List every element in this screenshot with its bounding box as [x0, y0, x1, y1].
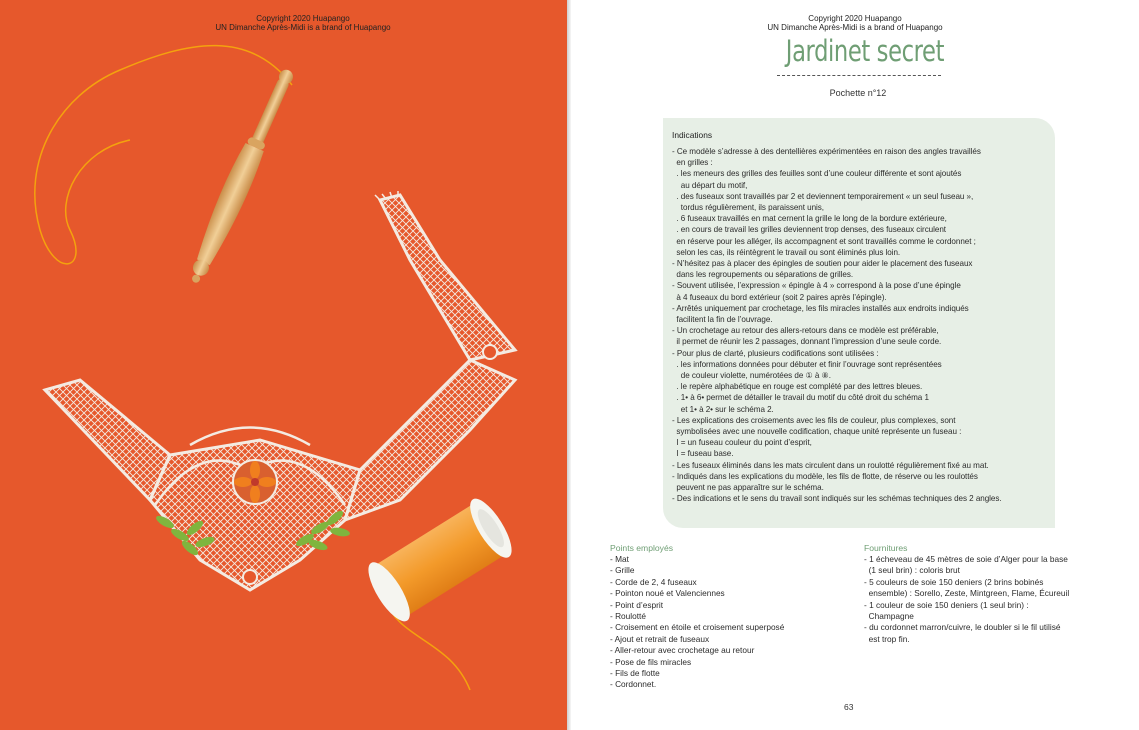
indication-line: - Ce modèle s’adresse à des dentellières expérimentées en raison des angles travaillés: [672, 147, 981, 156]
indication-line: il permet de réunir les 2 passages, donnant l’impression d’une seule corde.: [672, 337, 942, 347]
indication-line: et 1• à 2• sur le schéma 2.: [672, 404, 774, 414]
indication-line: . des fuseaux sont travaillés par 2 et deviennent temporairement « un seul fuseau »,: [672, 191, 974, 201]
points-employes: [610, 543, 850, 691]
points-item: - Ajout et retrait de fuseaux: [610, 633, 710, 644]
indication-line: selon les cas, ils réintègrent le travail ou sont éliminés plus loin.: [672, 247, 901, 257]
photo-page: [0, 0, 567, 730]
fournitures-item: - 1 couleur de soie 150 deniers (1 seul brin) :: [864, 599, 1029, 610]
points-heading: Points employés: [610, 543, 674, 553]
bobbin-icon: [183, 65, 300, 287]
indication-line: - Des indications et le sens du travail sont indiqués sur les schémas techniques des 2 angles.: [672, 494, 1002, 504]
indication-line: . 6 fuseaux travaillés en mat cernent la grille le long de la bordure extérieure,: [672, 214, 947, 224]
indication-line: . 1• à 6• permet de détailler le travail du motif du côté droit du schéma 1: [672, 393, 929, 403]
fournitures-heading: Fournitures: [864, 543, 908, 553]
fournitures-list: [864, 554, 1104, 645]
fournitures-item: - 5 couleurs de soie 150 deniers (2 brins bobinés: [864, 576, 1044, 587]
thread-spool-icon: [361, 493, 519, 690]
indication-line: . le repère alphabétique en rouge est complété par des lettres bleues.: [672, 382, 923, 392]
copyright-notice-right: Copyright 2020 Huapango UN Dimanche Après-Midi is a brand of Huapango: [767, 14, 943, 32]
points-item: - Croisement en étoile et croisement superposé: [610, 622, 785, 633]
fournitures-item: Champagne: [864, 611, 914, 622]
points-item: - Corde de 2, 4 fuseaux: [610, 576, 697, 587]
fournitures-item: ensemble) : Sorello, Zeste, Mintgreen, Flame, Écureuil: [864, 588, 1070, 599]
fournitures-item: - 1 écheveau de 45 mètres de soie d’Alger pour la base: [864, 554, 1068, 564]
fournitures: [864, 543, 1104, 645]
points-item: - Fils de flotte: [610, 668, 660, 679]
indication-line: tordus régulièrement, ils paraissent unis,: [672, 203, 825, 213]
indication-line: . les informations données pour débuter et finir l’ouvrage sont représentées: [672, 359, 942, 369]
points-item: - Cordonnet.: [610, 679, 657, 690]
indication-line: symbolisées avec une nouvelle codification, chaque unité représente un fuseau :: [672, 427, 962, 437]
indication-line: à 4 fuseaux du bord extérieur (soit 2 paires après l’épingle).: [672, 292, 887, 302]
points-item: - Point d’esprit: [610, 599, 664, 610]
indication-line: facilitent la fin de l’ouvrage.: [672, 315, 773, 325]
points-item: - Aller-retour avec crochetage au retour: [610, 645, 755, 656]
indication-line: peuvent ne pas apparaître sur le schéma.: [672, 483, 824, 493]
copyright-notice-left: Copyright 2020 Huapango UN Dimanche Après-Midi is a brand of Huapango: [215, 14, 391, 32]
points-item: - Roulotté: [610, 611, 646, 622]
indication-line: - N’hésitez pas à placer des épingles de soutien pour aider le placement des fuseaux: [672, 259, 973, 269]
points-item: - Pose de fils miracles: [610, 656, 692, 667]
indications-box: [663, 118, 1055, 528]
pochette-label: Pochette n°12: [829, 88, 887, 98]
indication-line: au départ du motif,: [672, 180, 748, 190]
indication-line: - Indiqués dans les explications du modèle, les fils de flotte, de réserve ou les roulottés: [672, 471, 978, 481]
indication-line: - Les explications des croisements avec les fils de couleur, plus complexes, sont: [672, 415, 956, 425]
indication-line: - Les fuseaux éliminés dans les mats circulent dans un roulotté régulièrement fixé au mat.: [672, 460, 989, 470]
indication-line: . les meneurs des grilles des feuilles sont d’une couleur différente et sont ajoutés: [672, 169, 962, 179]
points-item: - Pointon noué et Valenciennes: [610, 588, 725, 599]
indication-line: en grilles :: [672, 158, 713, 168]
points-item: - Grille: [610, 565, 635, 576]
title-divider: [777, 75, 941, 76]
points-list: [610, 554, 850, 691]
lace-photo: [0, 0, 567, 730]
indication-line: dans les regroupements ou séparations de grilles.: [672, 270, 854, 280]
indication-line: - Souvent utilisée, l’expression « épingle à 4 » correspond à la pose d’une épingle: [672, 281, 961, 291]
indication-line: I = un fuseau couleur du point d’esprit,: [672, 438, 812, 448]
indication-line: en réserve pour les alléger, ils accompagnent et sont travaillés comme le cordonnet ;: [672, 236, 976, 246]
page-title: Jardinet secret: [785, 34, 945, 68]
indication-line: de couleur violette, numérotées de ① à ⑧.: [672, 371, 831, 381]
page-number: 63: [844, 702, 854, 712]
points-item: - Mat: [610, 554, 629, 564]
indications-list: [672, 146, 1047, 505]
indication-line: - Pour plus de clarté, plusieurs codifications sont utilisées :: [672, 348, 879, 358]
fournitures-item: - du cordonnet marron/cuivre, le doubler si le fil utilisé: [864, 622, 1061, 633]
indication-line: - Un crochetage au retour des allers-retours dans ce modèle est préférable,: [672, 326, 939, 336]
indication-line: I = fuseau base.: [672, 449, 734, 459]
fournitures-item: (1 seul brin) : coloris brut: [864, 565, 960, 576]
indication-line: . en cours de travail les grilles deviennent trop denses, des fuseaux circulent: [672, 225, 946, 235]
indication-line: - Arrêtés uniquement par crochetage, les fils miracles installés aux endroits indiqués: [672, 303, 969, 313]
fournitures-item: est trop fin.: [864, 633, 910, 644]
indications-heading: Indications: [672, 130, 713, 140]
text-page: [571, 0, 1139, 730]
